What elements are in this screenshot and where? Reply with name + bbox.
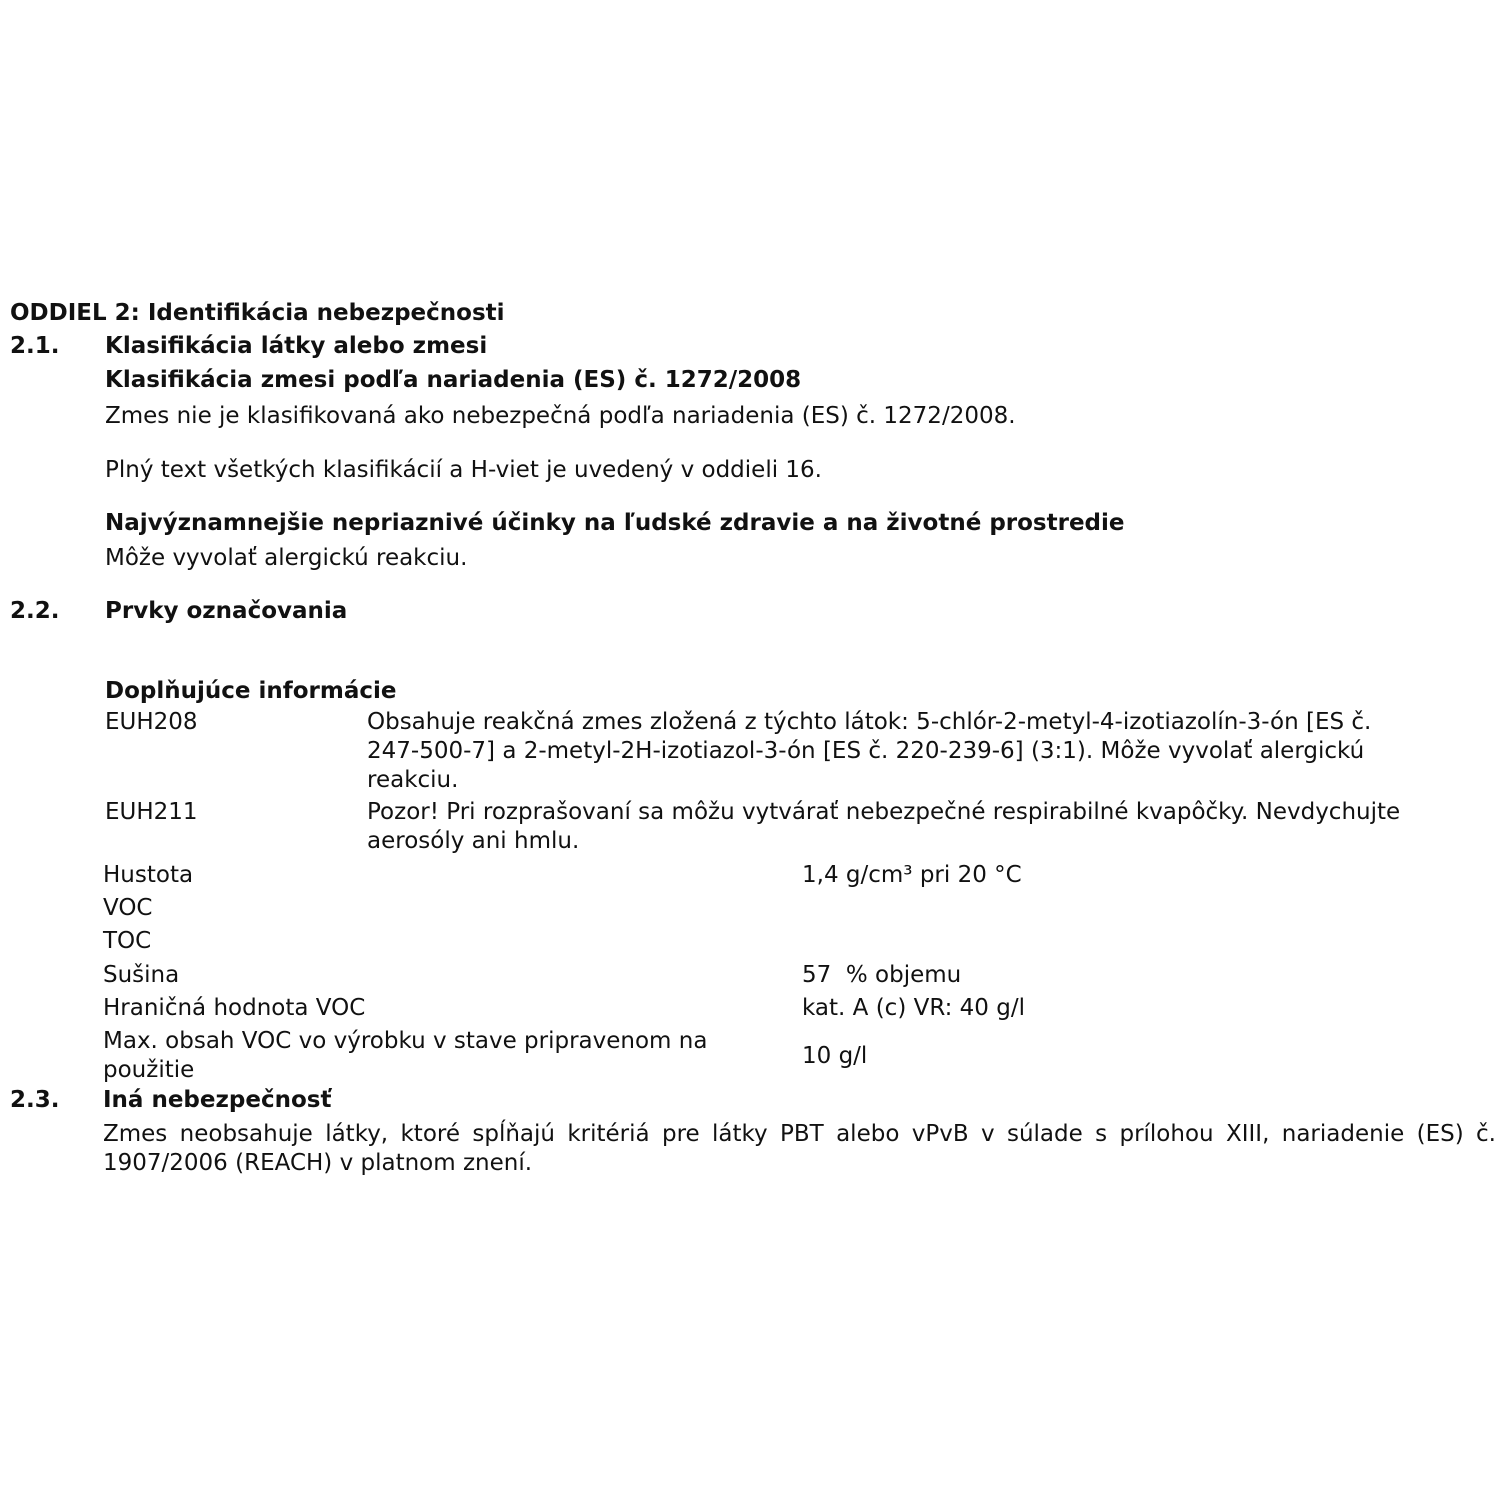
property-value: 1,4 g/cm³ pri 20 °C	[802, 862, 1022, 888]
supplementary-heading: Doplňujúce informácie	[105, 678, 397, 704]
heading-2-2: Prvky označovania	[105, 598, 348, 624]
euh211-code: EUH211	[105, 799, 198, 825]
heading-2-1: Klasifikácia látky alebo zmesi	[105, 333, 488, 359]
max-voc-label-line: Max. obsah VOC vo výrobku v stave pripravenom na	[103, 1028, 708, 1054]
full-text-note: Plný text všetkých klasifikácií a H-viet je uvedený v oddieli 16.	[105, 457, 822, 483]
property-label: Sušina	[103, 962, 180, 988]
euh211-text-line: aerosóly ani hmlu.	[367, 828, 580, 854]
property-value: kat. A (c) VR: 40 g/l	[802, 995, 1025, 1021]
euh211-text-line: Pozor! Pri rozprašovaní sa môžu vytvárať nebezpečné respirabilné kvapôčky. Nevdychujte	[367, 799, 1401, 825]
euh208-text-line: reakciu.	[367, 767, 459, 793]
section-number-2-1: 2.1.	[10, 333, 60, 359]
property-label: TOC	[103, 928, 152, 954]
max-voc-label-line: použitie	[103, 1057, 195, 1083]
property-label: VOC	[103, 895, 153, 921]
max-voc-value: 10 g/l	[802, 1043, 868, 1069]
section-number-2-2: 2.2.	[10, 598, 60, 624]
property-label: Hustota	[103, 862, 194, 888]
euh208-text-line: Obsahuje reakčná zmes zložená z týchto látok: 5-chlór-2-metyl-4-izotiazolín-3-ón [ES č.	[367, 709, 1372, 735]
effects-text: Môže vyvolať alergickú reakciu.	[105, 545, 468, 571]
heading-2-3: Iná nebezpečnosť	[103, 1087, 332, 1113]
effects-heading: Najvýznamnejšie nepriaznivé účinky na ľudské zdravie a na životné prostredie	[105, 510, 1125, 536]
classification-text: Zmes nie je klasifikovaná ako nebezpečná podľa nariadenia (ES) č. 1272/2008.	[105, 403, 1016, 429]
euh208-code: EUH208	[105, 709, 198, 735]
property-value: 57 % objemu	[802, 962, 962, 988]
other-hazards-text: Zmes neobsahuje látky, ktoré spĺňajú kritériá pre látky PBT alebo vPvB v súlade s prílohou XIII, nariadenie (ES) č. 1907/2006 (REACH) v platnom znení.	[103, 1121, 1496, 1176]
section-title: ODDIEL 2: Identifikácia nebezpečnosti	[10, 300, 505, 326]
euh208-text-line: 247-500-7] a 2-metyl-2H-izotiazol-3-ón [ES č. 220-239-6] (3:1). Môže vyvolať alergickú	[367, 738, 1365, 764]
property-label: Hraničná hodnota VOC	[103, 995, 366, 1021]
section-number-2-3: 2.3.	[10, 1087, 60, 1113]
subheading-classification: Klasifikácia zmesi podľa nariadenia (ES) č. 1272/2008	[105, 367, 802, 393]
